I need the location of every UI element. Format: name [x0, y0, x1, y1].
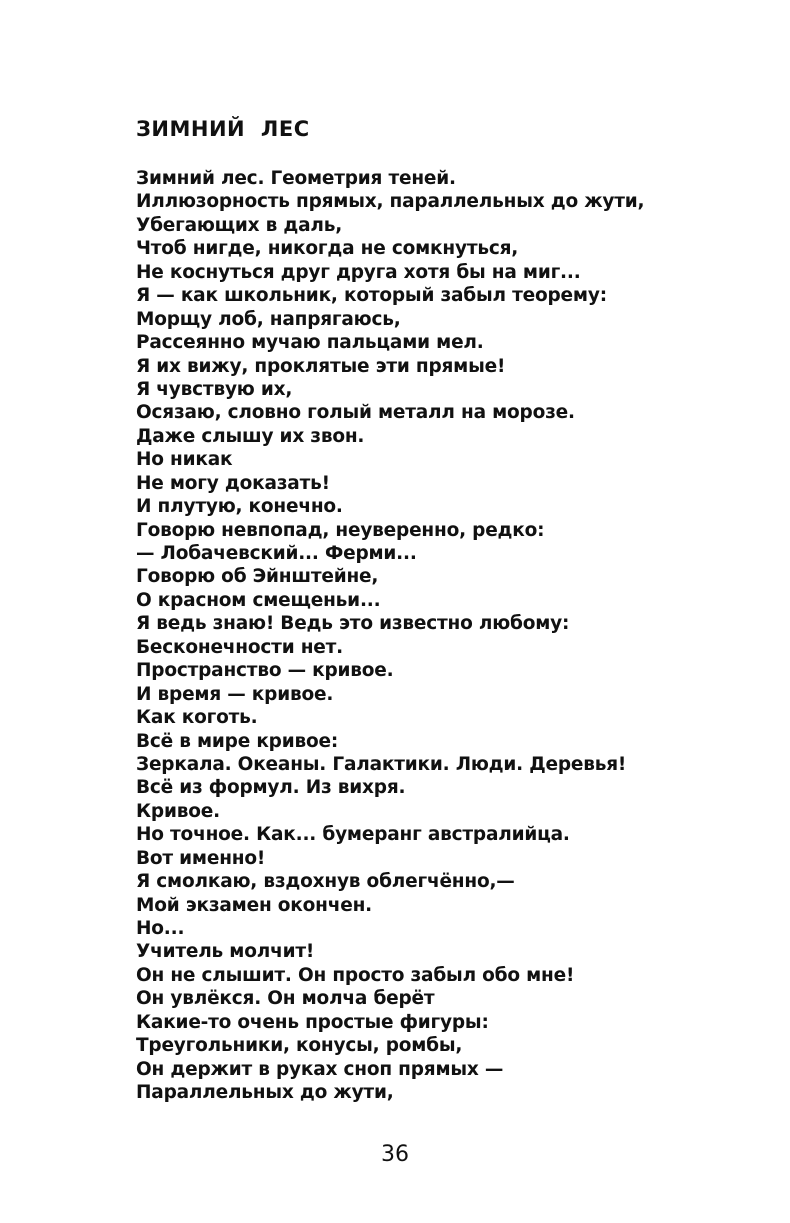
verse-line: Всё из формул. Из вихря.: [136, 777, 406, 799]
verse-line: Осязаю, словно голый металл на морозе.: [136, 402, 575, 424]
verse-line: Треугольники, конусы, ромбы,: [136, 1035, 463, 1057]
verse-line: Кривое.: [136, 800, 220, 822]
verse-line: Он увлёкся. Он молча берёт: [136, 988, 435, 1010]
verse-line: Но...: [136, 918, 185, 939]
verse-line: Зимний лес. Геометрия теней.: [136, 168, 456, 189]
verse-line: Я — как школьник, который забыл теорему:: [136, 285, 607, 307]
verse-line: Даже слышу их звон.: [136, 425, 365, 447]
verse-line: Как коготь.: [136, 707, 258, 729]
verse-line: О красном смещеньи...: [136, 589, 381, 611]
verse-line: Я ведь знаю! Ведь это известно любому:: [136, 613, 570, 635]
verse-line: И время — кривое.: [136, 683, 334, 705]
verse-line: Учитель молчит!: [136, 941, 315, 963]
verse-line: Мой экзамен окончен.: [136, 894, 372, 916]
verse-line: Не коснуться друг друга хотя бы на миг...: [136, 261, 581, 283]
verse-line: Я смолкаю, вздохнув облегчённо,—: [136, 871, 515, 893]
verse-line: Говорю об Эйнштейне,: [136, 566, 379, 588]
verse-line: Чтоб нигде, никогда не сомкнуться,: [136, 238, 519, 260]
verse-line: Я их вижу, проклятые эти прямые!: [136, 355, 506, 377]
verse-line: Я чувствую их,: [136, 378, 293, 400]
verse-line: Он держит в руках сноп прямых —: [136, 1058, 504, 1080]
verse-line: Пространство — кривое.: [136, 660, 394, 682]
verse-line: Иллюзорность прямых, параллельных до жути,: [136, 191, 645, 213]
verse-line: Всё в мире кривое:: [136, 730, 339, 752]
verse-line: Убегающих в даль,: [136, 214, 343, 236]
verse-line: Вот именно!: [136, 847, 266, 869]
verse-line: Рассеянно мучаю пальцами мел.: [136, 332, 484, 354]
stanza-1: [136, 167, 644, 917]
verse-line: Бесконечности нет.: [136, 636, 343, 658]
verse-line: Морщу лоб, напрягаюсь,: [136, 308, 401, 330]
verse-line: Но никак: [136, 449, 233, 471]
verse-line: Но точное. Как... бумеранг австралийца.: [136, 824, 570, 846]
verse-line: Не могу доказать!: [136, 472, 330, 494]
verse-line: — Лобачевский... Ферми...: [136, 543, 417, 564]
stanza-2: [136, 917, 574, 1105]
verse-line: Зеркала. Океаны. Галактики. Люди. Деревья!: [136, 753, 627, 775]
verse-line: Говорю невпопад, неуверенно, редко:: [136, 519, 545, 541]
poem-title: ЗИМНИЙ ЛЕС: [136, 117, 310, 141]
verse-line: И плутую, конечно.: [136, 496, 343, 518]
page-number: 36: [381, 1142, 409, 1167]
verse-line: Какие-то очень простые фигуры:: [136, 1011, 489, 1033]
verse-line: Он не слышит. Он просто забыл обо мне!: [136, 964, 575, 986]
verse-line: Параллельных до жути,: [136, 1082, 394, 1104]
